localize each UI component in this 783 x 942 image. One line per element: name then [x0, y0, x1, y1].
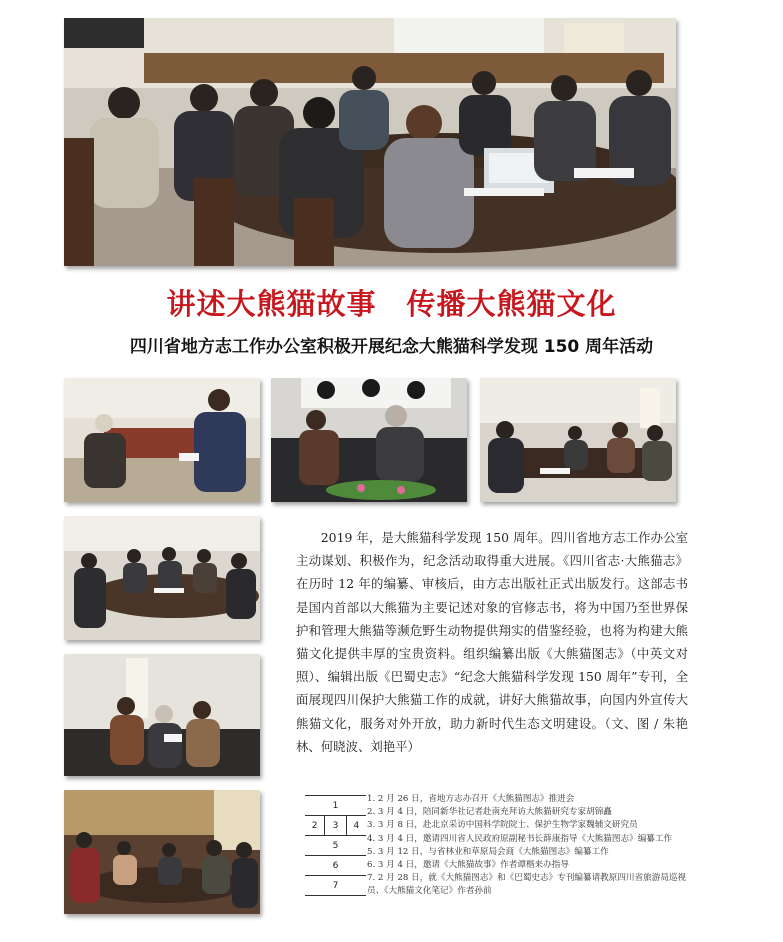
article-body: 2019 年，是大熊猫科学发现 150 周年。四川省地方志工作办公室主动谋划、积极作为，纪念活动取得重大进展。《四川省志·大熊猫志》在历时 12 年的编纂、审核后，由方志出版社正式出版发行。这部志书是国内首部以大熊猫为主要记述对象的官修志书，将为中国乃至世界保护和管理大熊猫等濒危野生动物提供翔实的借鉴经验，也将为构建大熊猫文化提供丰厚的宝贵资料。组织编纂出版《大熊猫图志》（中英文对照）、编辑出版《巴蜀史志》“纪念大熊猫科学发现 150 周年”专刊，全面展现四川保护大熊猫工作的成就，讲好大熊猫故事，向国内外宣传大熊猫文化，服务对外开放，助力新时代生态文明建设。（文、图 / 朱艳林、何晓波、刘艳平） — [296, 530, 688, 754]
caption-item: 4. 3 月 4 日，邀请四川省人民政府原副秘书长薛康指导《大熊猫图志》编纂工作 — [367, 833, 673, 844]
caption-item: 3. 3 月 8 日，赴北京采访中国科学院院士、保护生物学家魏辅文研究员 — [367, 820, 638, 831]
photo-layout-legend — [305, 795, 366, 896]
photo-4-guidance — [480, 378, 676, 502]
caption-item: 1. 2 月 26 日，省地方志办召开《大熊猫图志》推进会 — [367, 794, 575, 804]
legend-cell: 4 — [346, 816, 366, 836]
legend-cell: 2 — [305, 816, 325, 836]
legend-cell: 5 — [305, 836, 366, 856]
headline: 讲述大熊猫故事 传播大熊猫文化 — [166, 287, 617, 321]
caption-item: 6. 3 月 4 日，邀请《大熊猫故事》作者谭楷来办指导 — [367, 860, 569, 871]
photo-captions — [367, 793, 687, 899]
subheadline: 四川省地方志工作办公室积极开展纪念大熊猫科学发现 150 周年活动 — [129, 337, 654, 357]
photo-6-author-visit — [64, 654, 260, 776]
photo-5-consultation — [64, 516, 260, 640]
caption-item: 5. 3 月 12 日，与省林业和草原局会商《大熊猫图志》编纂工作 — [367, 846, 609, 857]
photo-7-discussion — [64, 790, 260, 914]
caption-item: 2. 3 月 4 日，陪同新华社记者赴南充拜访大熊猫研究专家胡锦矗 — [367, 807, 612, 818]
legend-cell: 7 — [305, 876, 366, 896]
legend-cell: 3 — [325, 816, 346, 836]
photo-3-interview — [271, 378, 467, 502]
legend-cell: 6 — [305, 856, 366, 876]
photo-1-meeting — [64, 18, 676, 266]
legend-cell: 1 — [305, 796, 366, 816]
photo-2-visit-expert — [64, 378, 260, 502]
caption-item: 7. 2 月 28 日，就《大熊猫图志》和《巴蜀史志》专刊编纂请教原四川省旅游局巡视员、《大熊猫文化笔记》作者孙前 — [367, 873, 687, 897]
